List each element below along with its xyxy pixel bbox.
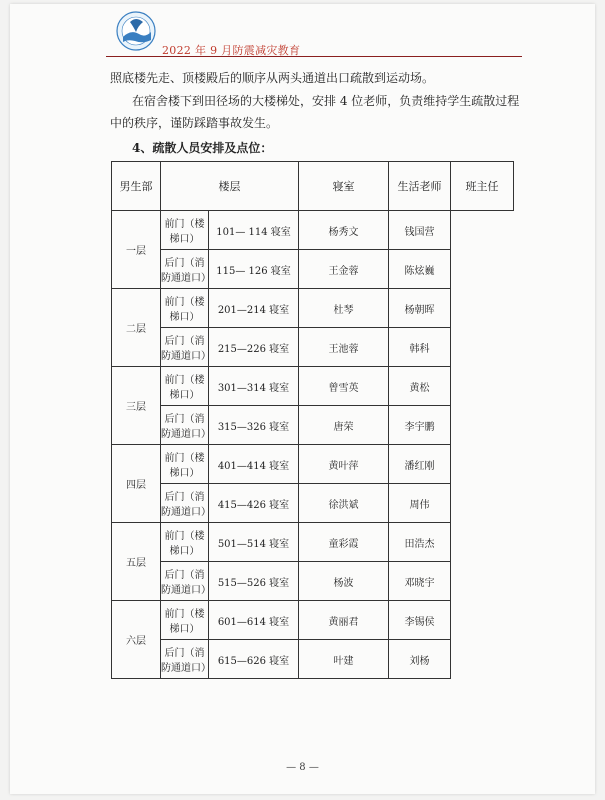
head-teacher-cell: 潘红刚 [389, 445, 451, 484]
table-row [112, 445, 514, 484]
floor-cell: 一层 [112, 211, 161, 289]
life-teacher-cell: 唐荣 [299, 406, 389, 445]
floor-cell: 六层 [112, 601, 161, 679]
door-cell: 后门（消防通道口） [161, 640, 209, 679]
header-title: 2022 年 9 月防震减灾教育 [162, 44, 301, 57]
room-cell: 501—514 寝室 [209, 523, 299, 562]
life-teacher-cell: 黄叶萍 [299, 445, 389, 484]
table-row [112, 601, 514, 640]
life-teacher-cell: 王金蓉 [299, 250, 389, 289]
door-cell: 前门（楼梯口） [161, 367, 209, 406]
room-cell: 515—526 寝室 [209, 562, 299, 601]
room-cell: 401—414 寝室 [209, 445, 299, 484]
table-row [112, 328, 514, 367]
room-cell: 615—626 寝室 [209, 640, 299, 679]
paragraph-2: 在宿舍楼下到田径场的大楼梯处，安排 4 位老师，负责维持学生疏散过程 [132, 94, 520, 108]
life-teacher-cell: 杜琴 [299, 289, 389, 328]
door-cell: 后门（消防通道口） [161, 250, 209, 289]
header-floor: 楼层 [161, 162, 299, 211]
header-room: 寝室 [299, 162, 389, 211]
room-cell: 201—214 寝室 [209, 289, 299, 328]
life-teacher-cell: 曾雪英 [299, 367, 389, 406]
door-cell: 后门（消防通道口） [161, 484, 209, 523]
table-row [112, 211, 514, 250]
room-cell: 415—426 寝室 [209, 484, 299, 523]
door-cell: 后门（消防通道口） [161, 328, 209, 367]
table-row [112, 406, 514, 445]
paragraph-1: 照底楼先走、顶楼殿后的顺序从两头通道出口疏散到运动场。 [110, 71, 435, 85]
table-row [112, 289, 514, 328]
head-teacher-cell: 杨朝晖 [389, 289, 451, 328]
school-emblem-icon [113, 10, 159, 52]
table-row [112, 562, 514, 601]
room-cell: 315—326 寝室 [209, 406, 299, 445]
head-teacher-cell: 邓晓宇 [389, 562, 451, 601]
table-row [112, 367, 514, 406]
door-cell: 前门（楼梯口） [161, 289, 209, 328]
door-cell: 前门（楼梯口） [161, 601, 209, 640]
head-teacher-cell: 田浩杰 [389, 523, 451, 562]
life-teacher-cell: 杨波 [299, 562, 389, 601]
life-teacher-cell: 徐洪斌 [299, 484, 389, 523]
header-divider [106, 56, 522, 57]
table-header-row [112, 162, 514, 211]
head-teacher-cell: 李锡侯 [389, 601, 451, 640]
table-row [112, 250, 514, 289]
door-cell: 后门（消防通道口） [161, 562, 209, 601]
room-cell: 601—614 寝室 [209, 601, 299, 640]
table-row [112, 523, 514, 562]
section-cell: 男生部 [112, 162, 161, 211]
life-teacher-cell: 杨秀文 [299, 211, 389, 250]
evacuation-table [111, 161, 514, 679]
head-teacher-cell: 钱国营 [389, 211, 451, 250]
room-cell: 215—226 寝室 [209, 328, 299, 367]
paragraph-3: 中的秩序，谨防踩踏事故发生。 [110, 116, 279, 130]
door-cell: 后门（消防通道口） [161, 406, 209, 445]
head-teacher-cell: 刘杨 [389, 640, 451, 679]
table-row [112, 640, 514, 679]
room-cell: 115— 126 寝室 [209, 250, 299, 289]
header-life-teacher: 生活老师 [389, 162, 451, 211]
door-cell: 前门（楼梯口） [161, 211, 209, 250]
document-page [10, 4, 595, 794]
floor-cell: 二层 [112, 289, 161, 367]
door-cell: 前门（楼梯口） [161, 445, 209, 484]
head-teacher-cell: 黄松 [389, 367, 451, 406]
life-teacher-cell: 叶建 [299, 640, 389, 679]
head-teacher-cell: 韩科 [389, 328, 451, 367]
head-teacher-cell: 周伟 [389, 484, 451, 523]
life-teacher-cell: 黄丽君 [299, 601, 389, 640]
floor-cell: 三层 [112, 367, 161, 445]
life-teacher-cell: 童彩霞 [299, 523, 389, 562]
head-teacher-cell: 陈炫巍 [389, 250, 451, 289]
table-row [112, 484, 514, 523]
floor-cell: 四层 [112, 445, 161, 523]
section-heading: 4、疏散人员安排及点位： [132, 141, 273, 155]
room-cell: 101— 114 寝室 [209, 211, 299, 250]
page-number: — 8 — [286, 762, 319, 773]
life-teacher-cell: 王池蓉 [299, 328, 389, 367]
header-head-teacher: 班主任 [451, 162, 514, 211]
room-cell: 301—314 寝室 [209, 367, 299, 406]
floor-cell: 五层 [112, 523, 161, 601]
door-cell: 前门（楼梯口） [161, 523, 209, 562]
head-teacher-cell: 李宇鹏 [389, 406, 451, 445]
